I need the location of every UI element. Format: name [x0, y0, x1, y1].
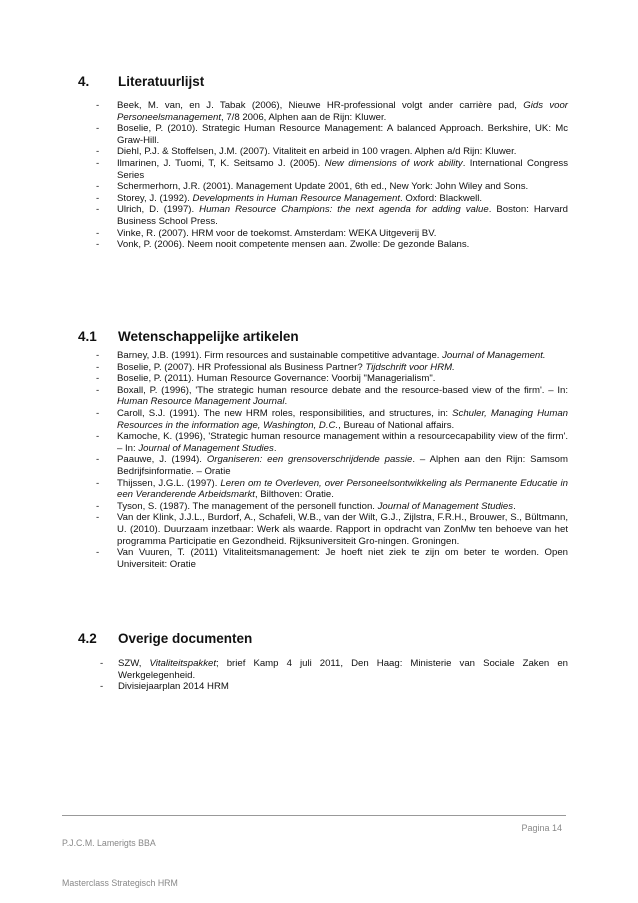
reference-title-italic: New dimensions of work ability	[324, 157, 463, 169]
reference-text: .	[513, 500, 516, 512]
reference-text: . Oxford: Blackwell.	[399, 192, 483, 204]
reference-text: Diehl, P.J. & Stoffelsen, J.M. (2007). Vitaliteit en arbeid in 100 vragen. Alphen a/d Rijn: Kluwer.	[117, 146, 517, 158]
footer-divider	[62, 815, 566, 816]
reference-item	[78, 239, 568, 251]
reference-title-italic: Human Resource Champions: the next agenda for adding value	[199, 204, 489, 216]
reference-list	[78, 350, 568, 570]
reference-text: Schermerhorn, J.R. (2001). Management Update 2001, 6th ed., New York: John Wiley and Sons.	[117, 181, 529, 193]
reference-item	[78, 547, 568, 570]
reference-list	[78, 658, 568, 693]
reference-text: SZW,	[118, 658, 150, 669]
section-heading	[78, 329, 568, 344]
reference-title-italic: Schuler, Managing Human Resources in the information age, Washington, D.C.	[117, 407, 568, 431]
reference-text: .	[284, 396, 288, 408]
reference-text: Kamoche, K. (1996), 'Strategic human resource management within a resourcecapability view of the firm'. – In:	[117, 431, 568, 454]
reference-text: Boselie, P. (2007). HR Professional als Business Partner?	[117, 361, 366, 373]
section-heading	[78, 74, 568, 89]
reference-title-italic: Gids voor Personeelsmanagement	[117, 100, 568, 123]
reference-item	[78, 408, 568, 431]
reference-title-italic: Developments in Human Resource Management	[192, 192, 400, 204]
reference-title-italic: Human Resource Management Journal	[117, 396, 285, 408]
reference-text: Tyson, S. (1987). The management of the personell function.	[117, 500, 378, 512]
reference-text: Thijssen, J.G.L. (1997).	[117, 477, 221, 489]
reference-item	[78, 681, 568, 693]
reference-item	[78, 350, 568, 362]
reference-item	[78, 362, 568, 374]
reference-item	[78, 146, 568, 158]
reference-item	[78, 512, 568, 547]
reference-item	[78, 478, 568, 501]
section-overige-documenten	[78, 631, 568, 693]
reference-text: . International Congress Series	[117, 157, 568, 181]
section-heading	[78, 631, 568, 646]
section-number: 4.	[78, 74, 90, 89]
section-title: Overige documenten	[118, 631, 253, 646]
section-number: 4.1	[78, 329, 97, 344]
reference-item	[78, 385, 568, 408]
reference-text: Barney, J.B. (1991). Firm resources and sustainable competitive advantage.	[117, 350, 443, 361]
section-title: Literatuurlijst	[118, 74, 205, 89]
reference-text: Vonk, P. (2006). Neem nooit competente mensen aan. Zwolle: De gezonde Balans.	[117, 239, 470, 251]
reference-text: Beek, M. van, en J. Tabak (2006), Nieuwe HR-professional volgt ander carrière pad,	[117, 100, 524, 111]
reference-text: , Bilthoven: Oratie.	[254, 489, 334, 501]
reference-title-italic: Journal of Management.	[442, 350, 546, 361]
reference-text: , 7/8 2006, Alphen aan de Rijn: Kluwer.	[221, 111, 387, 123]
reference-text: Van Vuuren, T. (2011) Vitaliteitsmanagement: Je hoeft niet ziek te zijn om beter te worden. Open Universiteit: Oratie	[117, 547, 568, 570]
reference-text: Divisiejaarplan 2014 HRM	[118, 681, 229, 693]
reference-title-italic: Tijdschrift voor HRM.	[365, 361, 455, 373]
reference-list	[78, 100, 568, 251]
reference-text: Boselie, P. (2011). Human Resource Governance: Voorbij "Managerialism".	[117, 373, 436, 385]
reference-text: ; brief Kamp 4 juli 2011, Den Haag: Ministerie van Sociale Zaken en Werkgelegenheid.	[118, 658, 568, 681]
reference-item	[78, 431, 568, 454]
reference-text: Van der Klink, J.J.L., Burdorf, A., Schafeli, W.B., van der Wilt, G.J., Zijlstra, F.R.H., Brouwer, S., Bültmann, U. (2010). Duurzaam inzetbaar: Werk als waarde. Rapport in opdracht van ZonMw ten behoeve van het programma Participatie en Gezondheid. Rijksuniversiteit Gro-ningen. Groningen.	[117, 512, 568, 547]
reference-text: Ulrich, D. (1997).	[117, 204, 200, 216]
page-number: Pagina 14	[521, 823, 562, 833]
reference-item	[78, 501, 568, 513]
reference-item	[78, 228, 568, 240]
reference-item	[78, 204, 568, 227]
reference-item	[78, 181, 568, 193]
section-wetenschappelijke-artikelen	[78, 329, 568, 570]
reference-text: Vinke, R. (2007). HRM voor de toekomst. Amsterdam: WEKA Uitgeverij BV.	[117, 227, 437, 239]
reference-title-italic: Journal of Management Studies	[377, 500, 514, 512]
reference-item	[78, 373, 568, 385]
reference-text: .	[273, 442, 277, 454]
reference-item	[78, 100, 568, 123]
footer-course: Masterclass Strategisch HRM	[62, 878, 178, 888]
reference-item	[78, 454, 568, 477]
reference-item	[78, 658, 568, 681]
reference-text: Ilmarinen, J. Tuomi, T, K. Seitsamo J. (2005).	[117, 157, 325, 169]
reference-item	[78, 123, 568, 146]
reference-text: Boxall, P. (1996), 'The strategic human resource debate and the resource-based view of the firm'. – In:	[117, 384, 568, 396]
reference-text: Paauwe, J. (1994).	[117, 454, 207, 466]
reference-text: . – Alphen aan den Rijn: Samsom Bedrijfsinformatie. – Oratie	[117, 454, 568, 477]
reference-title-italic: Organiseren: een grensoverschrijdende passie	[206, 454, 413, 466]
reference-title-italic: Vitaliteitspakket	[149, 658, 216, 669]
reference-item	[78, 193, 568, 205]
reference-item	[78, 158, 568, 181]
section-title: Wetenschappelijke artikelen	[118, 329, 299, 344]
reference-text: Storey, J. (1992).	[117, 192, 193, 204]
reference-text: . Boston: Harvard Business School Press.	[117, 204, 568, 227]
section-number: 4.2	[78, 631, 97, 646]
reference-text: , Bureau of National affairs.	[338, 419, 455, 431]
reference-title-italic: Leren om te Overleven, over Personeelsontwikkeling als Permanente Educatie in een Veranderende Arbeidsmarkt	[117, 477, 568, 501]
reference-text: Caroll, S.J. (1991). The new HRM roles, responsibilities, and structures, in:	[117, 407, 453, 419]
footer-author: P.J.C.M. Lamerigts BBA	[62, 838, 156, 848]
reference-text: Boselie, P. (2010). Strategic Human Resource Management: A balanced Approach. Berkshire, UK: Mc Graw-Hill.	[117, 123, 568, 146]
section-literatuurlijst	[78, 74, 568, 251]
reference-title-italic: Journal of Management Studies	[138, 442, 274, 454]
